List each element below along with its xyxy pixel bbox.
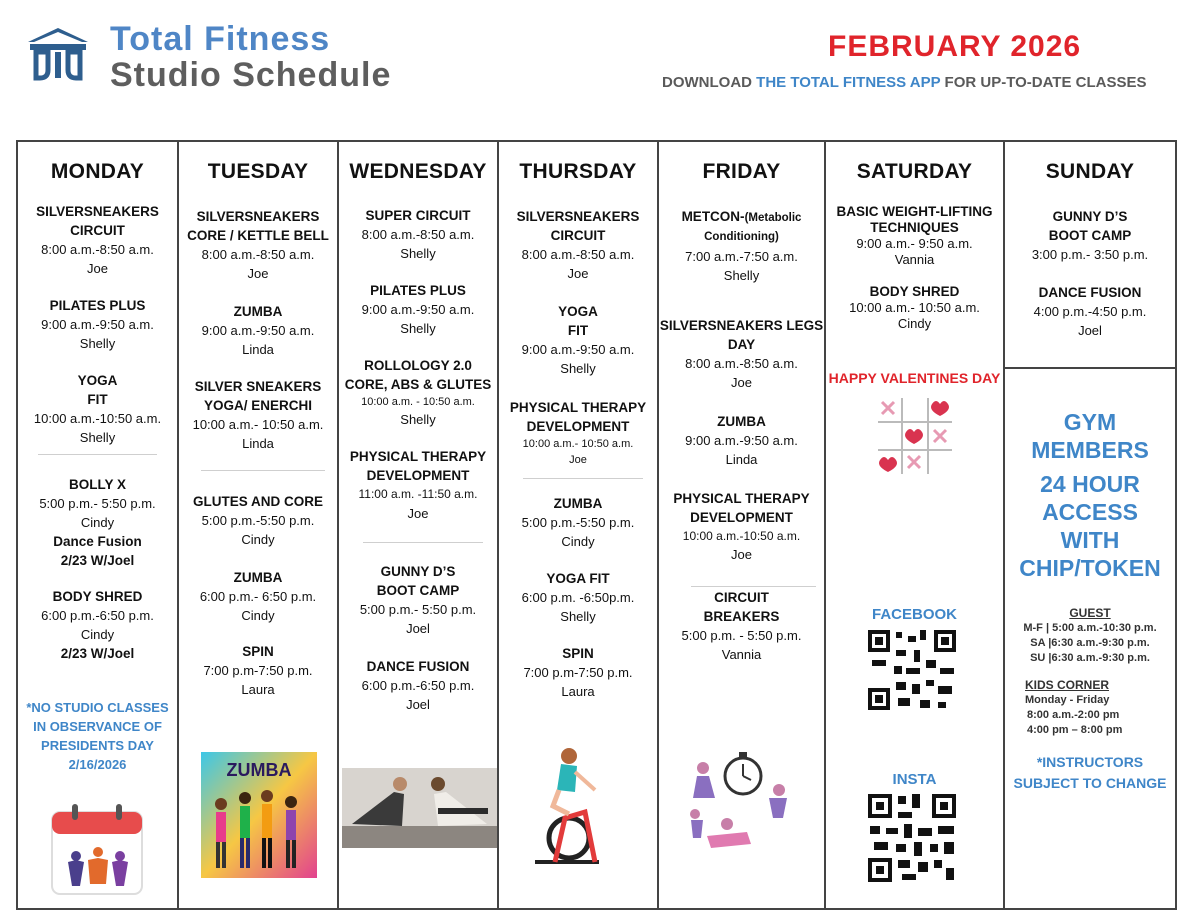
gym-notice-line: WITH [1060,527,1120,553]
notice-line: IN OBSERVANCE OF [33,719,162,734]
class-title: PILATES PLUS [370,283,466,298]
class-time: 8:00 a.m.-8:50 a.m. [201,247,315,262]
class-time: 4:00 p.m.-4:50 p.m. [1033,304,1147,319]
class-title: SUPER CIRCUIT [365,208,471,223]
class-instructor: Joe [407,506,429,521]
class-instructor: Shelly [560,361,596,376]
class-instructor: Shelly [400,412,436,427]
instructors-note-line: SUBJECT TO CHANGE [1013,775,1167,791]
notice-line: *NO STUDIO CLASSES [26,700,169,715]
download-app-note: DOWNLOAD THE TOTAL FITNESS APP FOR UP-TO-DATE CLASSES [662,74,1147,91]
class-instructor: Shelly [723,268,760,283]
class-time: 7:00 p.m-7:50 p.m. [523,665,633,680]
class-time: 6:00 p.m.- 6:50 p.m. [199,589,317,604]
kids-corner-line: 8:00 a.m.-2:00 pm [1027,709,1120,721]
class-time: 9:00 a.m.-9:50 a.m. [685,433,798,448]
class-title: SPIN [562,646,594,661]
wednesday-column [339,142,497,908]
class-title: CIRCUIT [714,590,769,605]
notice-line: 2/16/2026 [68,757,127,772]
class-title: CORE / KETTLE BELL [187,228,329,243]
class-time: 10:00 a.m.-10:50 a.m. [682,529,801,543]
class-title: CIRCUIT [70,223,125,238]
class-time: 10:00 a.m.- 10:50 a.m. [849,300,980,315]
class-instructor: Cindy [897,316,932,331]
guest-hours-line: M-F | 5:00 a.m.-10:30 p.m. [1023,622,1157,634]
class-title: CORE, ABS & GLUTES [344,377,492,392]
class-title: TECHNIQUES [870,220,959,235]
saturday-column [826,142,1003,908]
class-note: 2/23 W/Joel [60,553,135,568]
class-title: BASIC WEIGHT-LIFTING [836,204,993,219]
class-time: 5:00 p.m.- 5:50 p.m. [359,602,477,617]
class-block [18,296,177,353]
class-block [499,494,657,551]
class-title: BREAKERS [703,609,780,624]
class-title: ROLLOLOGY 2.0 [364,358,472,373]
class-title: BODY SHRED [52,589,143,604]
workout-timer-illustration [687,748,797,860]
class-title: DEVELOPMENT [526,419,630,434]
class-title: DANCE FUSION [1038,285,1142,300]
gym-notice-line: GYM [1063,409,1117,435]
insta-label: INSTA [892,771,937,788]
class-block [179,642,337,699]
class-time: 10:00 a.m.- 10:50 a.m. [522,438,634,450]
class-block [339,657,497,714]
class-title: FIT [567,323,589,338]
class-block [339,206,497,263]
class-title: DANCE FUSION [366,659,470,674]
class-instructor: Joe [567,266,589,281]
class-title: ZUMBA [553,496,603,511]
class-instructor: Joel [406,621,430,636]
class-title: SILVERSNEAKERS [196,209,320,224]
day-header-wednesday: WEDNESDAY [349,160,487,183]
class-time: 10:00 a.m. - 10:50 a.m. [361,396,475,408]
friday-column [659,142,824,908]
class-title: GUNNY D’S [380,564,456,579]
gym-notice-line: CHIP/TOKEN [1019,555,1161,581]
class-title: CIRCUIT [550,228,606,243]
day-header-sunday: SUNDAY [1045,160,1135,183]
class-instructor: Shelly [79,430,116,445]
class-block [499,207,657,283]
class-note: Dance Fusion [53,534,142,549]
class-title: SILVERSNEAKERS [516,209,640,224]
class-instructor: Joe [569,454,587,466]
facebook-qr-code[interactable] [866,628,958,712]
class-block [659,207,824,285]
kids-corner-hours [1025,678,1122,738]
guest-title: GUEST [1069,606,1111,620]
separator [691,586,816,587]
class-time: 3:00 p.m.- 3:50 p.m. [1031,247,1149,262]
insta-qr-code[interactable] [866,792,958,884]
class-block [339,281,497,338]
class-instructor: Cindy [241,532,275,547]
class-instructor: Joe [731,375,752,390]
class-title: GLUTES AND CORE [192,494,323,509]
instructors-note-line: *INSTRUCTORS [1036,754,1144,770]
class-time: 10:00 a.m.- 10:50 a.m. [192,417,324,432]
class-title: PHYSICAL THERAPY [509,400,647,415]
class-time: 7:00 p.m-7:50 p.m. [203,663,313,678]
class-time: 9:00 a.m.-9:50 a.m. [41,317,154,332]
instructors-note [1005,752,1175,794]
class-instructor: Shelly [400,321,436,336]
presidents-day-notice [18,698,177,774]
class-instructor: Cindy [241,608,275,623]
class-block [179,492,337,549]
guest-hours-line: SU |6:30 a.m.-9:30 p.m. [1030,652,1150,664]
class-title: SILVER SNEAKERS [194,379,322,394]
class-title: ZUMBA [717,414,766,429]
class-instructor: Shelly [79,336,116,351]
separator [201,470,325,471]
class-block [179,377,337,453]
gym-notice-line: 24 HOUR [1040,471,1140,497]
class-time: 5:00 p.m.-5:50 p.m. [201,513,315,528]
class-time: 10:00 a.m.-10:50 a.m. [33,411,162,426]
class-note: 2/23 W/Joel [60,646,135,661]
class-instructor: Laura [561,684,595,699]
class-block [659,412,824,469]
class-instructor: Linda [725,452,758,467]
class-title: YOGA/ ENERCHI [203,398,312,413]
class-time: 6:00 p.m.-6:50 p.m. [41,608,154,623]
class-block [179,302,337,359]
class-block [179,207,337,283]
class-block [499,302,657,378]
class-block [1005,283,1175,340]
class-title: YOGA [558,304,598,319]
day-header-monday: MONDAY [50,160,145,183]
class-time: 8:00 a.m.-8:50 a.m. [685,356,798,371]
class-title: PHYSICAL THERAPY [349,449,487,464]
gym-notice-line: ACCESS [1042,499,1138,525]
class-block [339,562,497,638]
class-block [339,447,497,523]
class-title: BOLLY X [68,477,127,492]
class-time: 5:00 p.m. - 5:50 p.m. [681,628,802,643]
class-instructor: Cindy [561,534,595,549]
class-title: FIT [87,392,108,407]
class-title: SILVERSNEAKERS [36,204,159,219]
class-block [18,587,177,663]
class-title: DEVELOPMENT [366,468,470,483]
class-block [18,371,177,447]
separator [523,478,643,479]
zumba-dancers-image [201,752,317,878]
class-block [339,356,497,429]
guest-hours [1005,606,1175,666]
separator [363,542,483,543]
class-time: 11:00 a.m. -11:50 a.m. [358,487,478,501]
calendar-dance-icon [50,800,144,896]
class-instructor: Linda [242,342,274,357]
class-time: 9:00 a.m.-9:50 a.m. [361,302,475,317]
plank-workout-photo [342,768,497,848]
kids-corner-line: 4:00 pm – 8:00 pm [1027,724,1123,736]
class-title: PILATES PLUS [49,298,146,313]
class-time: 7:00 a.m.-7:50 a.m. [685,249,798,264]
class-instructor: Joe [87,261,108,276]
class-title: BOOT CAMP [1048,228,1132,243]
class-block [659,588,824,664]
sunday-column [1005,142,1175,908]
class-block [1005,207,1175,264]
separator [38,454,157,455]
class-title: ZUMBA [233,570,283,585]
class-time: 9:00 a.m.- 9:50 a.m. [856,236,973,251]
class-time: 5:00 p.m.-5:50 p.m. [521,515,635,530]
gym-notice-line: MEMBERS [1031,437,1149,463]
facebook-label: FACEBOOK [871,606,957,623]
class-title: ZUMBA [233,304,283,319]
class-time: 6:00 p.m. -6:50p.m. [521,590,635,605]
class-instructor: Laura [241,682,275,697]
day-header-thursday: THURSDAY [519,160,637,183]
class-block [18,202,177,278]
brand-title: Total Fitness [110,20,331,58]
class-title-detail: (Metabolic [744,212,802,224]
gym-access-notice [1005,408,1175,582]
class-block [179,568,337,625]
heart-tictactoe-icon [874,394,956,478]
brand-subtitle: Studio Schedule [110,56,392,94]
class-block [826,283,1003,332]
class-time: 8:00 a.m.-8:50 a.m. [521,247,635,262]
tuesday-column [179,142,337,908]
class-title: BOOT CAMP [376,583,460,598]
class-instructor: Joe [247,266,269,281]
day-header-saturday: SATURDAY [856,160,973,183]
monday-column [18,142,177,908]
class-title: SPIN [242,644,274,659]
class-title: SILVERSNEAKERS LEGS [659,318,824,333]
kids-corner-title: KIDS CORNER [1025,678,1110,692]
total-fitness-logo [24,24,92,84]
class-instructor: Vannia [721,647,762,662]
class-block [659,489,824,564]
valentines-banner: HAPPY VALENTINES DAY [828,370,1001,386]
class-instructor: Joel [406,697,430,712]
class-instructor: Cindy [80,515,115,530]
class-title: GUNNY D’S [1052,209,1128,224]
day-header-tuesday: TUESDAY [207,160,309,183]
month-title: FEBRUARY 2026 [828,30,1082,63]
class-title-detail: Conditioning) [704,231,779,243]
class-instructor: Shelly [560,609,596,624]
class-block [499,398,657,468]
zumba-logo-text: ZUMBA [226,760,292,780]
class-instructor: Joe [731,547,752,562]
class-block [659,316,824,392]
class-title: PHYSICAL THERAPY [673,491,810,506]
class-instructor: Linda [242,436,274,451]
guest-hours-line: SA |6:30 a.m.-9:30 p.m. [1030,637,1150,649]
class-instructor: Vannia [894,252,935,267]
thursday-column [499,142,657,908]
class-title: YOGA FIT [546,571,610,586]
class-instructor: Joel [1078,323,1102,338]
kids-corner-line: Monday - Friday [1025,694,1110,706]
class-time: 8:00 a.m.-8:50 a.m. [361,227,475,242]
class-time: 8:00 a.m.-8:50 a.m. [41,242,154,257]
class-title: BODY SHRED [869,284,960,299]
class-instructor: Cindy [80,627,115,642]
spin-bike-illustration [525,742,609,866]
class-time: 5:00 p.m.- 5:50 p.m. [39,496,156,511]
class-title: YOGA [77,373,118,388]
class-block [18,475,177,570]
class-time: 9:00 a.m.-9:50 a.m. [521,342,635,357]
class-title: DAY [727,337,756,352]
class-title: DEVELOPMENT [690,510,793,525]
class-block [826,204,1003,268]
class-title: METCON- [681,209,745,224]
class-time: 9:00 a.m.-9:50 a.m. [201,323,315,338]
class-time: 6:00 p.m.-6:50 p.m. [361,678,475,693]
notice-line: PRESIDENTS DAY [41,738,154,753]
class-instructor: Shelly [400,246,436,261]
class-block [499,569,657,626]
day-header-friday: FRIDAY [702,160,781,183]
class-block [499,644,657,701]
